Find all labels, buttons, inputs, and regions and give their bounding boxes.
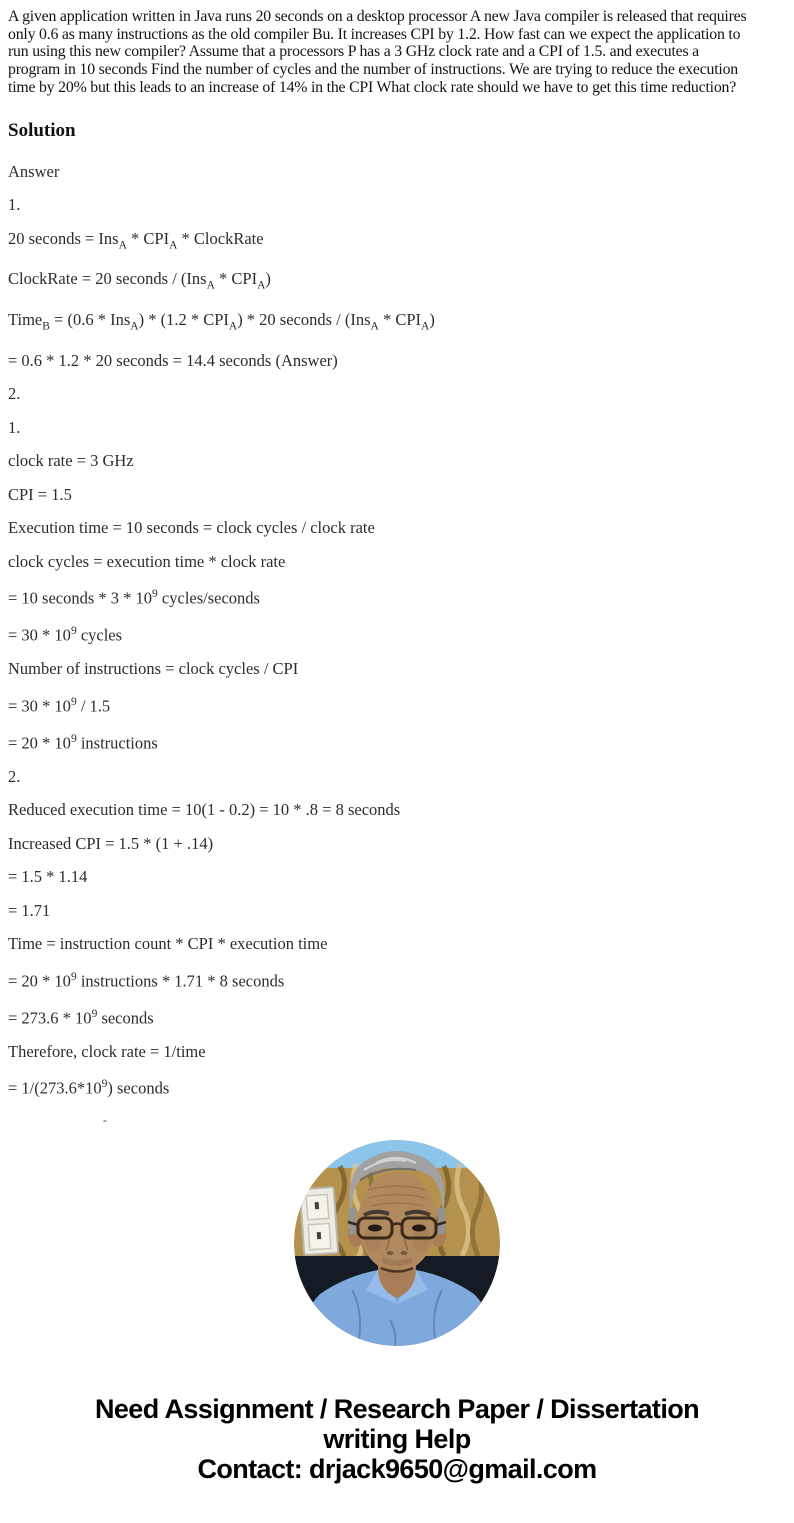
solution-line: Answer	[8, 161, 60, 181]
question-line: program in 10 seconds Find the number of cycles and the number of instructions. We are trying to reduce the execution	[8, 61, 739, 79]
solution-line: = $1/(273.6*10^9)$ seconds	[8, 1078, 170, 1098]
solution-line: = $273.6 * 10^9$ seconds	[8, 1007, 154, 1028]
solution-line: 1.	[8, 417, 21, 437]
solution-line: clock cycles = execution time * clock rate	[8, 551, 286, 571]
promo-help-text	[0, 1394, 794, 1454]
solution-line: = 1.5 * 1.14	[8, 867, 88, 887]
solution-line: ClockRate = 20 seconds / $(Ins_A * CPI_A)$	[8, 269, 271, 292]
question-line: time by 20% but this leads to an increase of 14% in the CPI What clock rate should we have to get this time reduction?	[8, 78, 737, 96]
solution-line: 20 seconds = $Ins_A * CPI_A$ * ClockRate	[8, 228, 264, 251]
tutor-avatar	[294, 1140, 500, 1346]
solution-line: = 10 seconds * $3 * 10^9$ cycles/seconds	[8, 588, 260, 608]
solution-line: = $20 * 10^9$ instructions	[8, 732, 158, 753]
solution-line: = $30 * 10^9 / 1.5$	[8, 695, 111, 716]
promo-help-line: Need Assignment / Research Paper / Dissertation	[94, 1393, 700, 1424]
stray-dash-glyph: -	[103, 1115, 107, 1128]
question-line: only 0.6 as many instructions as the old compiler Bu. It increases CPI by 1.2. How fast can we expect the application to	[8, 25, 741, 43]
solution-line: clock rate = 3 GHz	[8, 451, 134, 471]
stray-superscript-dash	[103, 1112, 794, 1135]
solution-line: = $30 * 10^9$ cycles	[8, 625, 123, 645]
solution-line: Time = instruction count * CPI * execution time	[8, 934, 328, 954]
solution-heading: Solution	[8, 119, 76, 141]
solution-line: CPI = 1.5	[8, 484, 72, 504]
solution-line: 2.	[8, 384, 21, 404]
solution-line: Number of instructions = clock cycles / CPI	[8, 659, 299, 679]
solution-line: 1.	[8, 195, 21, 215]
solution-line: Therefore, clock rate = 1/time	[8, 1041, 206, 1061]
solution-line: = 0.6 * 1.2 * 20 seconds = 14.4 seconds (Answer)	[8, 350, 338, 370]
solution-line: = 1.71	[8, 900, 51, 920]
promo-banner	[0, 1394, 794, 1484]
solution-line: Reduced execution time = 10(1 - 0.2) = 10 * .8 = 8 seconds	[8, 800, 401, 820]
question-line: run using this new compiler? Assume that a processors P has a 3 GHz clock rate and a CPI of 1.5. and executes a	[8, 43, 699, 61]
solution-line: Time$_B$ = $(0.6 * Ins_A) * (1.2 * CPI_A) * 20$ seconds / $(Ins_A * CPI_A)$	[8, 310, 435, 333]
solution-line: 2.	[8, 766, 21, 786]
solution-line: Execution time = 10 seconds = clock cycles / clock rate	[8, 518, 375, 538]
tutor-photo-svg	[294, 1140, 500, 1346]
solution-lines	[0, 142, 794, 1098]
question-text	[0, 0, 794, 97]
question-line: A given application written in Java runs 20 seconds on a desktop processor A new Java compiler is released that requires	[8, 8, 747, 25]
switch-panel	[300, 1187, 339, 1255]
solution-line: Increased CPI = 1.5 * (1 + .14)	[8, 833, 214, 853]
promo-contact-line: Contact: drjack9650@gmail.com	[197, 1453, 597, 1484]
solution-line: = $20 * 10^9$ instructions * 1.71 * 8 seconds	[8, 970, 285, 991]
promo-help-line: writing Help	[323, 1423, 471, 1454]
